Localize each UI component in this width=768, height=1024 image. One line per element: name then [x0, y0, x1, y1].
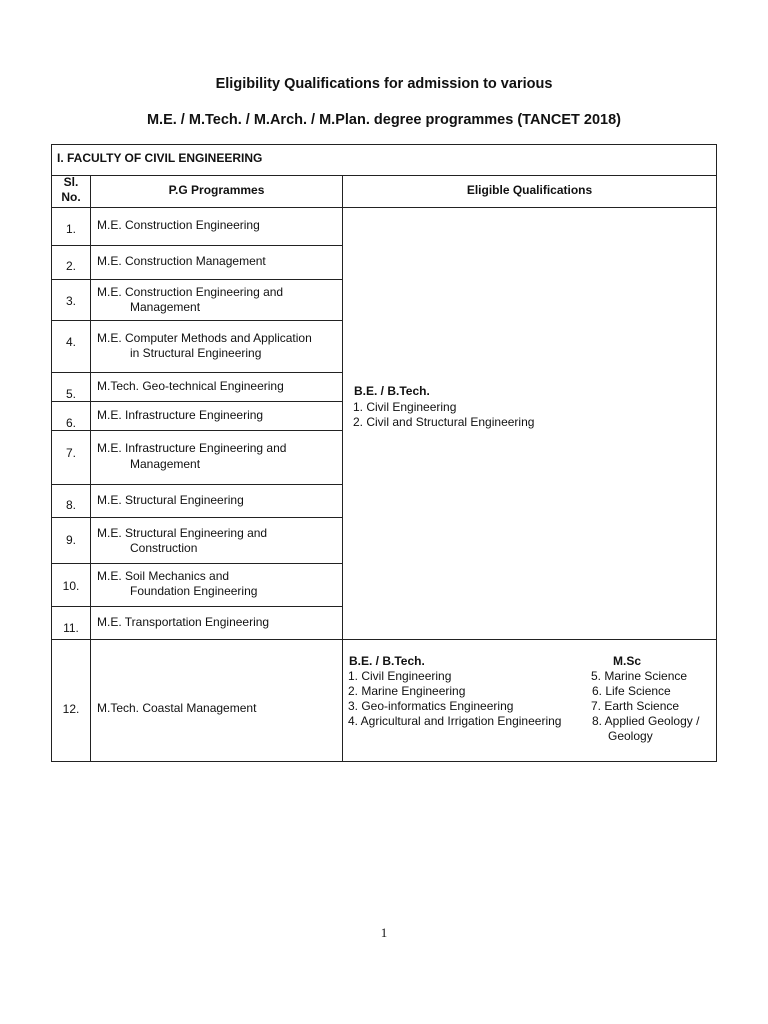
qualification-item: 2. Civil and Structural Engineering	[353, 415, 535, 429]
programme-name: M.E. Construction Engineering	[97, 218, 260, 232]
row-number: 8.	[65, 498, 76, 512]
page-number: 1	[380, 925, 388, 940]
row-number: 10.	[62, 579, 80, 593]
row-number: 7.	[65, 446, 76, 460]
row-number: 6.	[65, 416, 76, 430]
programme-name: M.E. Computer Methods and Application	[97, 331, 312, 345]
programme-name-cont: in Structural Engineering	[130, 346, 262, 360]
header-sl-no	[52, 175, 90, 205]
programme-name: M.E. Infrastructure Engineering and	[97, 441, 287, 455]
row-number: 3.	[65, 294, 76, 308]
programme-name: M.E. Transportation Engineering	[97, 615, 270, 629]
header-programmes: P.G Programmes	[168, 183, 265, 197]
programme-name: M.E. Structural Engineering and	[97, 526, 268, 540]
programme-name: M.Tech. Coastal Management	[97, 701, 257, 715]
qualification-item: 2. Marine Engineering	[348, 684, 466, 698]
programme-name-cont: Management	[130, 457, 201, 471]
qualification-item: 3. Geo-informatics Engineering	[348, 699, 514, 713]
row-number: 1.	[65, 222, 76, 236]
programme-name: M.E. Infrastructure Engineering	[97, 408, 264, 422]
msc-item: 5. Marine Science	[591, 669, 688, 683]
programme-name: M.E. Construction Management	[97, 254, 266, 268]
programme-name: M.E. Structural Engineering	[97, 493, 244, 507]
faculty-heading: I. FACULTY OF CIVIL ENGINEERING	[57, 151, 263, 165]
qualification-item: 1. Civil Engineering	[353, 400, 457, 414]
programme-name: M.Tech. Geo-technical Engineering	[97, 379, 284, 393]
qualification-item: 1. Civil Engineering	[348, 669, 452, 683]
row-number: 2.	[65, 259, 76, 273]
document-title-line2: M.E. / M.Tech. / M.Arch. / M.Plan. degree programmes (TANCET 2018)	[146, 112, 622, 128]
programme-name-cont: Foundation Engineering	[130, 584, 258, 598]
qualification-heading: B.E. / B.Tech.	[349, 654, 425, 668]
row-number: 9.	[65, 533, 76, 547]
row-number: 5.	[65, 387, 76, 401]
row-number: 4.	[65, 335, 76, 349]
document-title-line1: Eligibility Qualifications for admission to various	[215, 76, 553, 92]
header-sl-line2: No.	[61, 190, 81, 204]
msc-item-cont: Geology	[608, 729, 653, 743]
row-number: 12.	[62, 702, 80, 716]
msc-item: 6. Life Science	[592, 684, 671, 698]
header-qualifications: Eligible Qualifications	[466, 183, 593, 197]
qualification-heading: B.E. / B.Tech.	[354, 384, 430, 398]
row-number: 11.	[63, 621, 79, 635]
programme-name-cont: Construction	[130, 541, 198, 555]
msc-item: 8. Applied Geology /	[592, 714, 700, 728]
programme-name: M.E. Construction Engineering and	[97, 285, 284, 299]
programme-name: M.E. Soil Mechanics and	[97, 569, 230, 583]
programme-name-cont: Management	[130, 300, 201, 314]
qualification-item: 4. Agricultural and Irrigation Engineering	[348, 714, 562, 728]
header-sl-line1: Sl.	[63, 175, 79, 189]
msc-heading: M.Sc	[613, 654, 642, 668]
msc-item: 7. Earth Science	[591, 699, 680, 713]
